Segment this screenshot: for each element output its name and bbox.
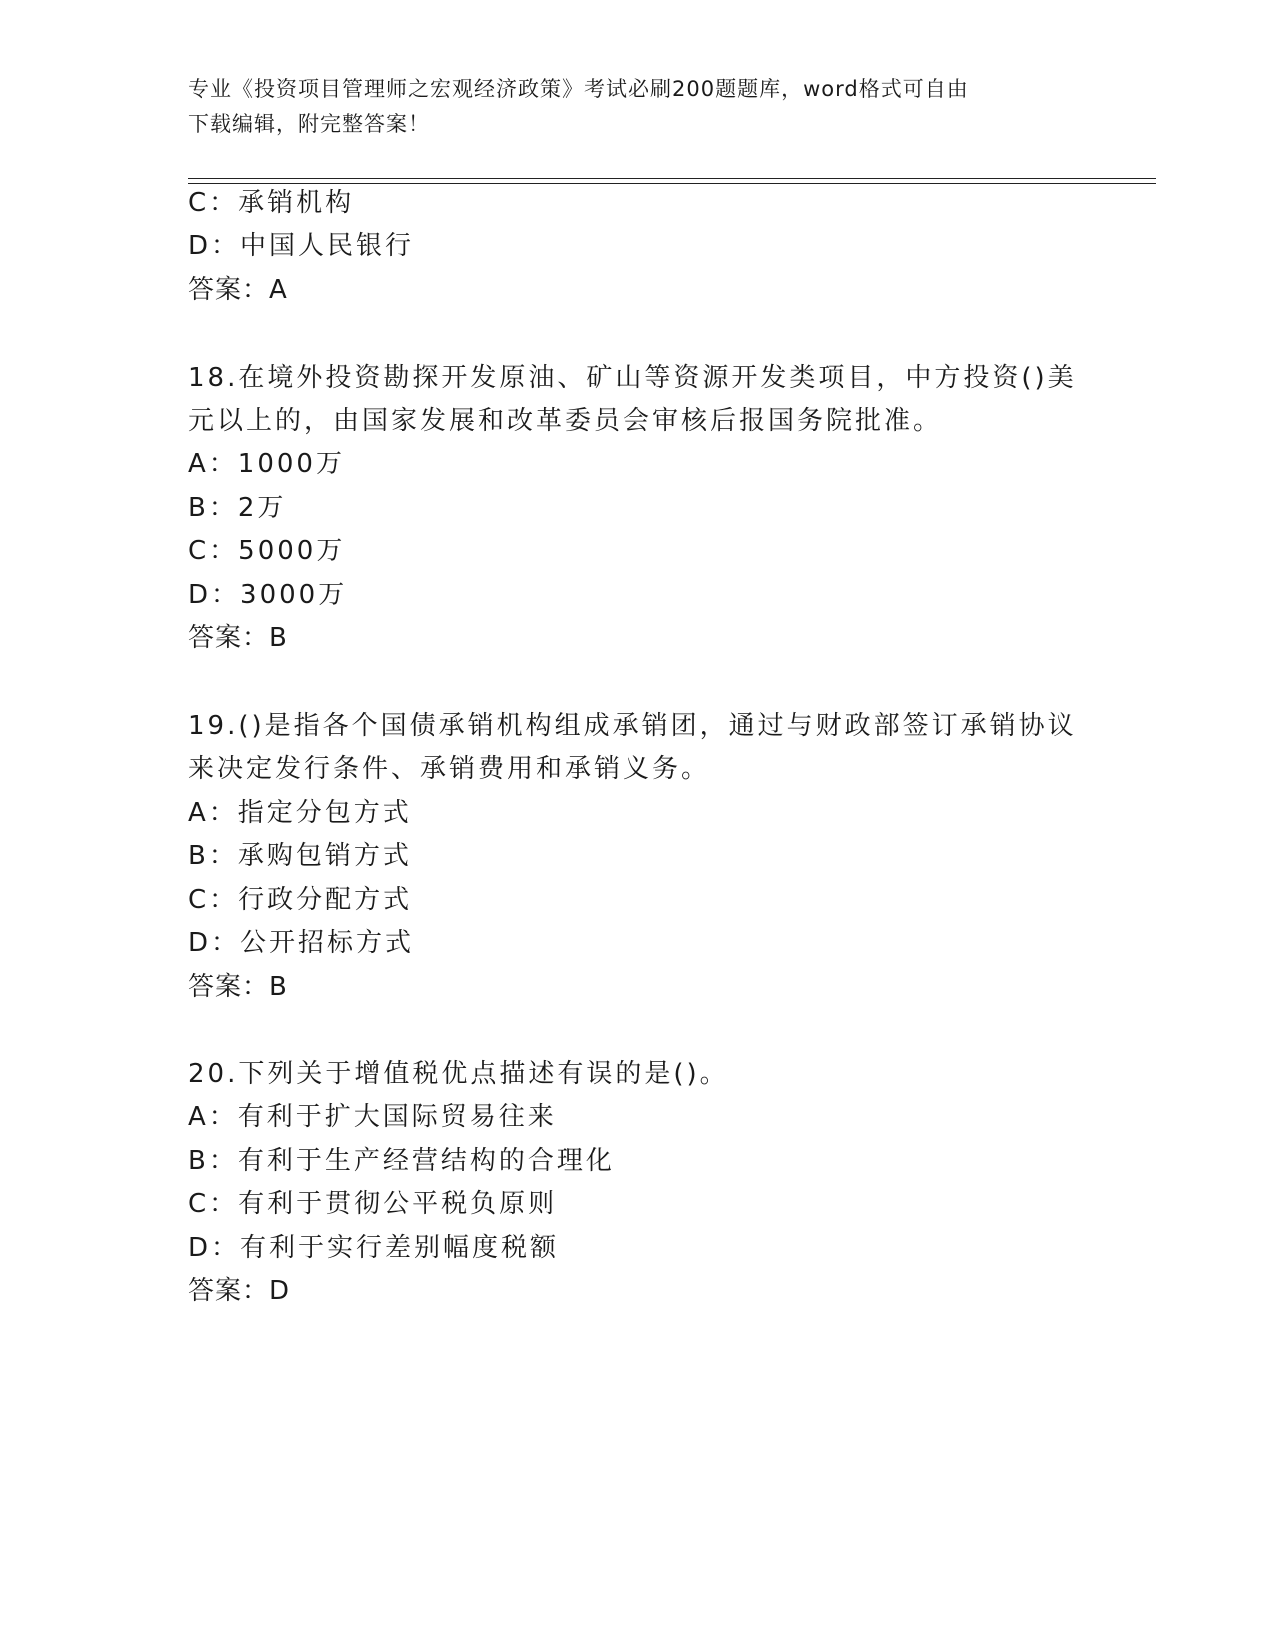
- q20-option-b: B：有利于生产经营结构的合理化: [188, 1146, 615, 1176]
- header-divider-top: [188, 178, 1156, 179]
- q19-option-b: B：承购包销方式: [188, 841, 412, 871]
- q18-stem-line-2: 元以上的，由国家发展和改革委员会审核后报国务院批准。: [188, 406, 943, 436]
- q20-option-a: A：有利于扩大国际贸易往来: [188, 1102, 557, 1132]
- q19-stem-line-1: 19.()是指各个国债承销机构组成承销团，通过与财政部签订承销协议: [188, 711, 1077, 741]
- q19-answer: 答案：B: [188, 972, 288, 1002]
- prev-option-d: D：中国人民银行: [188, 231, 415, 261]
- prev-option-c: C：承销机构: [188, 188, 355, 218]
- q18-option-d: D：3000万: [188, 580, 348, 610]
- q18-stem-line-1: 18.在境外投资勘探开发原油、矿山等资源开发类项目，中方投资()美: [188, 363, 1077, 393]
- q19-option-c: C：行政分配方式: [188, 885, 413, 915]
- header-divider-bottom: [188, 183, 1156, 184]
- document-header: [188, 72, 1068, 142]
- q20-answer: 答案：D: [188, 1276, 291, 1306]
- prev-answer: 答案：A: [188, 275, 288, 305]
- q19-option-a: A：指定分包方式: [188, 798, 412, 828]
- q18-answer: 答案：B: [188, 623, 288, 653]
- q20-option-d: D：有利于实行差别幅度税额: [188, 1233, 560, 1263]
- header-line-1: 专业《投资项目管理师之宏观经济政策》考试必刷200题题库，word格式可自由: [188, 77, 969, 101]
- q20-stem-line-1: 20.下列关于增值税优点描述有误的是()。: [188, 1059, 729, 1089]
- q18-option-c: C：5000万: [188, 536, 346, 566]
- q18-option-a: A：1000万: [188, 449, 345, 479]
- q19-option-d: D：公开招标方式: [188, 928, 415, 958]
- q19-stem-line-2: 来决定发行条件、承销费用和承销义务。: [188, 754, 711, 784]
- q20-option-c: C：有利于贯彻公平税负原则: [188, 1189, 558, 1219]
- q18-option-b: B：2万: [188, 493, 287, 523]
- header-line-2: 下载编辑，附完整答案！: [188, 112, 430, 136]
